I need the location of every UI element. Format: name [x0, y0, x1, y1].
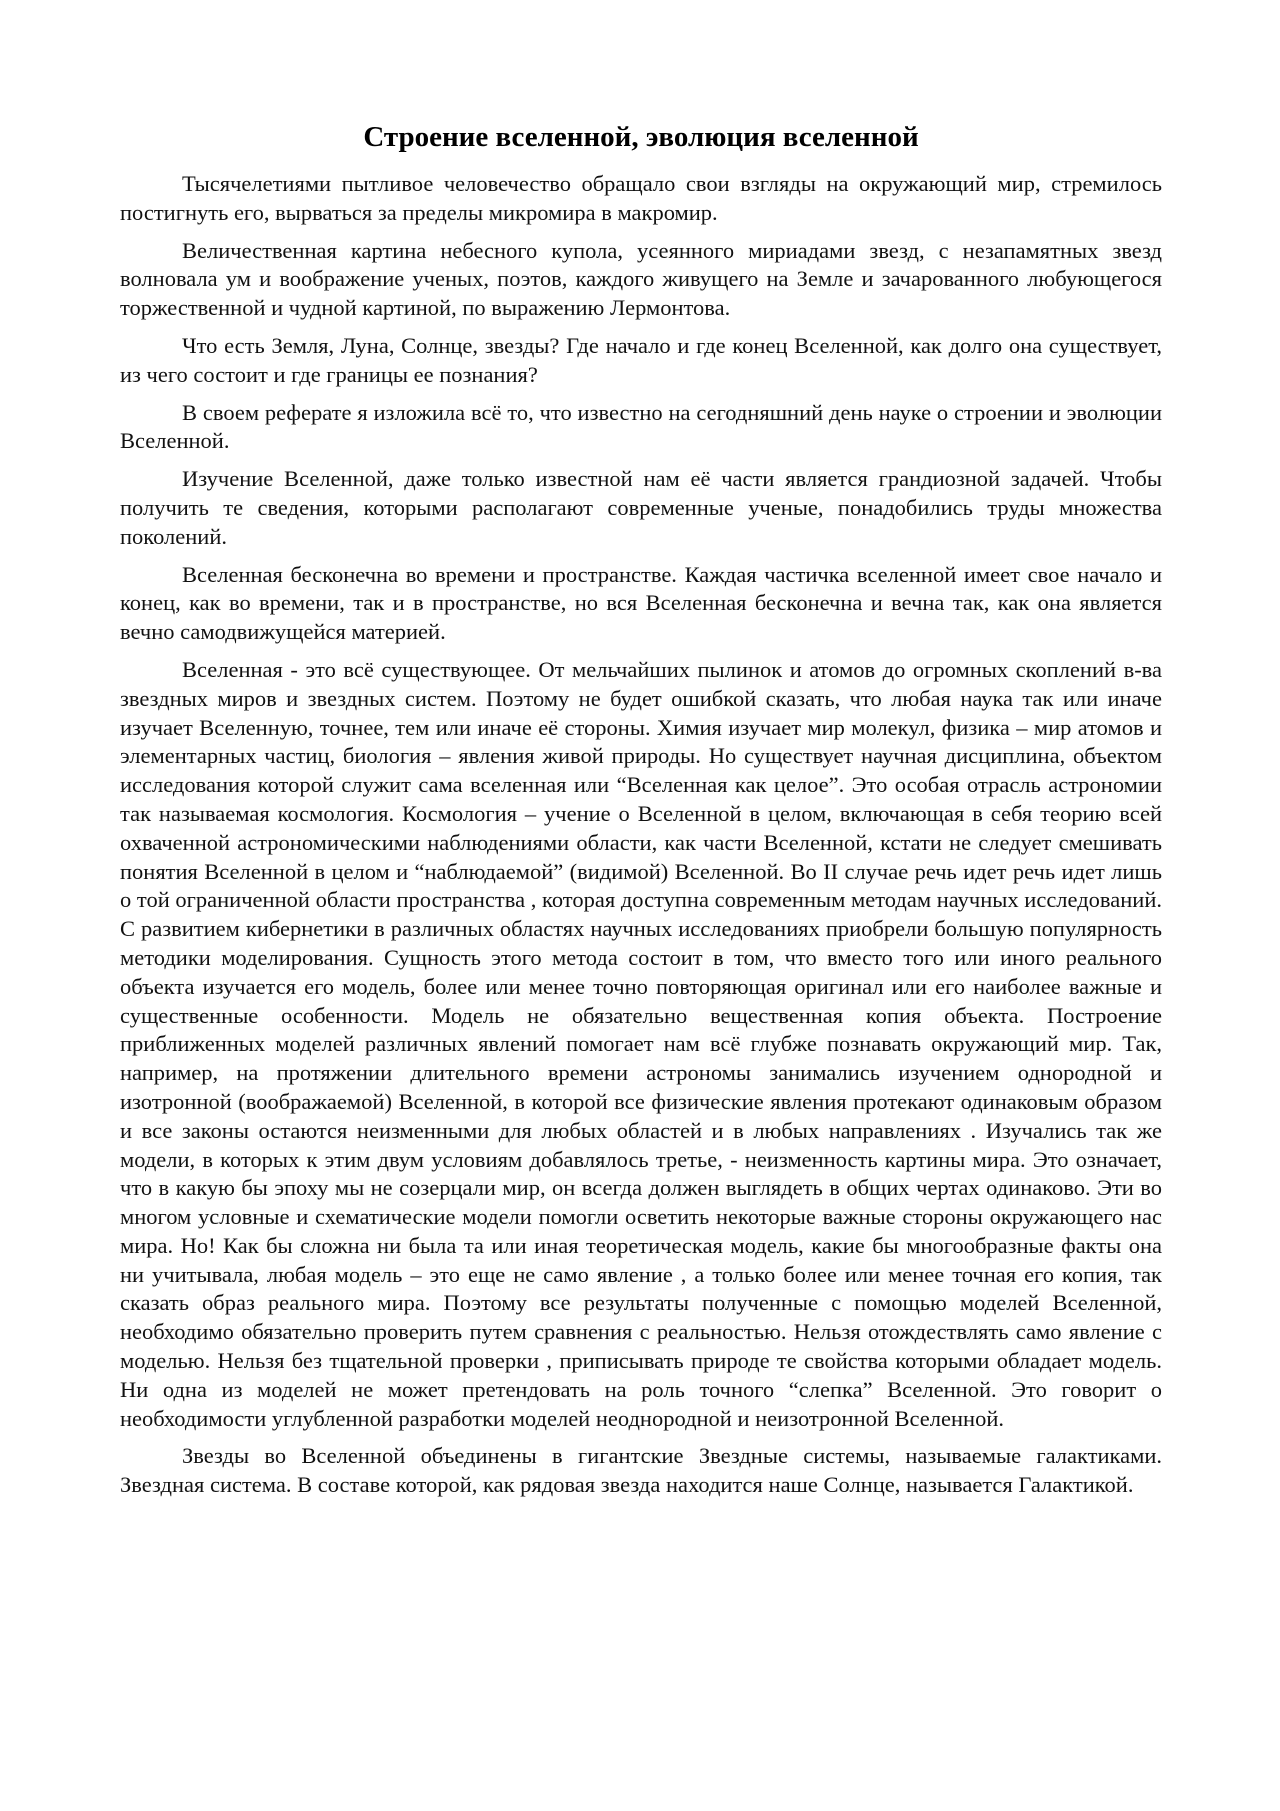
- paragraph-cosmology-models: Вселенная - это всё существующее. От мельчайших пылинок и атомов до огромных скоплений в-ва звездных миров и звездных систем. Поэтому не будет ошибкой сказать, что любая наука так или иначе изучает Вселенную, точнее, тем или иначе её стороны. Химия изучает мир молекул, физика – мир атомов и элементарных частиц, биология – явления живой природы. Но существует научная дисциплина, объектом исследования которой служит сама вселенная или “Вселенная как целое”. Это особая отрасль астрономии так называемая космология. Космология – учение о Вселенной в целом, включающая в себя теорию всей охваченной астрономическими наблюдениями области, как части Вселенной, кстати не следует смешивать понятия Вселенной в целом и “наблюдаемой” (видимой) Вселенной. Во II случае речь идет речь идет лишь о той ограниченной области пространства , которая доступна современным методам научных исследований. С развитием кибернетики в различных областях научных исследованиях приобрели большую популярность методики моделирования. Сущность этого метода состоит в том, что вместо того или иного реального объекта изучается его модель, более или менее точно повторяющая оригинал или его наиболее важные и существенные особенности. Модель не обязательно вещественная копия объекта. Построение приближенных моделей различных явлений помогает нам всё глубже познавать окружающий мир. Так, например, на протяжении длительного времени астрономы занимались изучением однородной и изотронной (воображаемой) Вселенной, в которой все физические явления протекают одинаковым образом и все законы остаются неизменными для любых областей и в любых направлениях . Изучались так же модели, в которых к этим двум условиям добавлялось третье, - неизменность картины мира. Это означает, что в какую бы эпоху мы не созерцали мир, он всегда должен выглядеть в общих чертах одинаково. Эти во многом условные и схематические модели помогли осветить некоторые важные стороны окружающего нас мира. Но! Как бы сложна ни была та или иная теоретическая модель, какие бы многообразные факты она ни учитывала, любая модель – это еще не само явление , а только более или менее точная его копия, так сказать образ реального мира. Поэтому все результаты полученные с помощью моделей Вселенной, необходимо обязательно проверить путем сравнения с реальностью. Нельзя отождествлять само явление с моделью. Нельзя без тщательной проверки , приписывать природе те свойства которыми обладает модель. Ни одна из моделей не может претендовать на роль точного “слепка” Вселенной. Это говорит о необходимости углубленной разработки моделей неоднородной и неизотронной Вселенной.: [120, 656, 1162, 1431]
- document-title: Строение вселенной, эволюция вселенной: [363, 121, 919, 153]
- paragraph-sky-dome: Величественная картина небесного купола, усеянного мириадами звезд, с незапамятных звезд волновала ум и воображение ученых, поэтов, каждого живущего на Земле и зачарованного любующегося торжественной и чудной картиной, по выражению Лермонтова.: [120, 237, 1162, 321]
- paragraph-intro: Тысячелетиями пытливое человечество обращало свои взгляды на окружающий мир, стремилось постигнуть его, вырваться за пределы микромира в макромир.: [120, 171, 1162, 225]
- paragraph-infinite-universe: Вселенная бесконечна во времени и пространстве. Каждая частичка вселенной имеет свое начало и конец, как во времени, так и в пространстве, но вся Вселенная бесконечна и вечна так, как она является вечно самодвижущейся материей.: [120, 561, 1162, 645]
- paragraph-report-scope: В своем реферате я изложила всё то, что известно на сегодняшний день науке о строении и эволюции Вселенной.: [120, 399, 1162, 454]
- document-body: [120, 118, 1162, 1509]
- paragraph-questions: Что есть Земля, Луна, Солнце, звезды? Где начало и где конец Вселенной, как долго она существует, из чего состоит и где границы ее познания?: [120, 332, 1162, 387]
- paragraph-study-task: Изучение Вселенной, даже только известной нам её части является грандиозной задачей. Чтобы получить те сведения, которыми располагают современные ученые, понадобились труды множества поколений.: [120, 466, 1162, 549]
- paragraph-galaxies: Звезды во Вселенной объединены в гигантские Звездные системы, называемые галактиками. Звездная система. В составе которой, как рядовая звезда находится наше Солнце, называется Галактикой.: [120, 1443, 1162, 1498]
